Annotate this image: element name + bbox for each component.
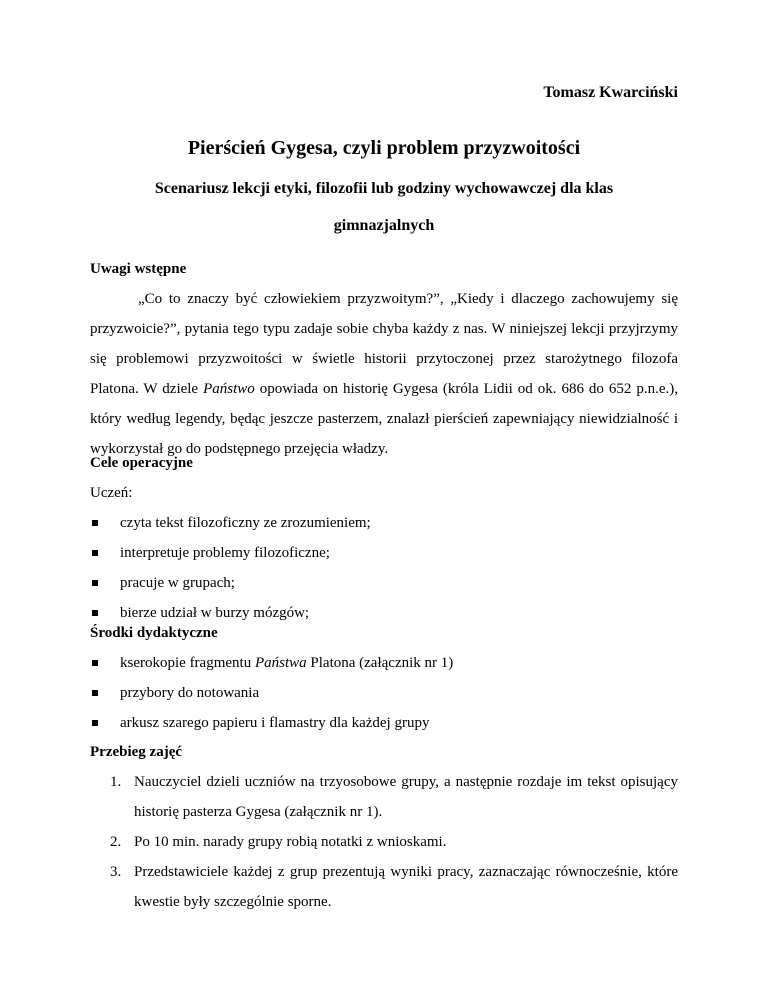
goals-section bbox=[90, 452, 678, 628]
document-title: Pierścień Gygesa, czyli problem przyzwoitości bbox=[187, 137, 581, 159]
means-item-1-part-1: kserokopie fragmentu bbox=[120, 655, 255, 671]
bullet-square-icon bbox=[92, 580, 98, 586]
subtitle-line-1: Scenariusz lekcji etyki, filozofii lub godziny wychowawczej dla klas bbox=[154, 180, 614, 197]
course-heading: Przebieg zajęć bbox=[90, 744, 183, 760]
intro-section bbox=[90, 258, 678, 464]
list-item bbox=[90, 538, 678, 568]
course-section bbox=[90, 741, 678, 917]
goals-lead: Uczeń: bbox=[90, 485, 133, 501]
step-text: Nauczyciel dzieli uczniów na trzyosobowe grupy, a następnie rozdaje im tekst opisujący historię pasterza Gygesa (załącznik nr 1). bbox=[134, 774, 678, 820]
list-item bbox=[90, 708, 678, 738]
step-number: 1. bbox=[110, 774, 122, 790]
intro-text-part-1: „Co to znaczy być człowiekiem przyzwoitym?”, „Kiedy i dlaczego zachowujemy się przyzwoicie?”, pytania tego typu zadaje sobie chyba każdy z nas. W niniejszej lekcji przyjrzymy się problemowi przyzwoitości w świetle historii przytoczonej przez starożytnego filozofa Platona. W dziele bbox=[90, 291, 678, 397]
list-item-text: czyta tekst filozoficzny ze zrozumieniem; bbox=[120, 515, 371, 531]
list-item-text: przybory do notowania bbox=[120, 685, 260, 701]
list-item bbox=[110, 767, 678, 827]
step-text: Po 10 min. narady grupy robią notatki z wnioskami. bbox=[134, 834, 447, 850]
bullet-square-icon bbox=[92, 550, 98, 556]
means-item-1-part-2: Platona (załącznik nr 1) bbox=[306, 655, 454, 671]
bullet-square-icon bbox=[92, 660, 98, 666]
list-item-text: arkusz szarego papieru i flamastry dla każdej grupy bbox=[120, 715, 430, 731]
intro-text-italic: Państwo bbox=[203, 381, 255, 397]
intro-heading: Uwagi wstępne bbox=[90, 261, 187, 277]
course-steps-list bbox=[90, 767, 678, 917]
author-name: Tomasz Kwarciński bbox=[543, 84, 678, 101]
means-list bbox=[90, 648, 678, 738]
list-item bbox=[90, 648, 678, 678]
list-item-text: pracuje w grupach; bbox=[120, 575, 235, 591]
document-subtitle bbox=[110, 170, 658, 244]
bullet-square-icon bbox=[92, 520, 98, 526]
list-item bbox=[90, 678, 678, 708]
step-number: 3. bbox=[110, 864, 122, 880]
step-number: 2. bbox=[110, 834, 122, 850]
means-heading: Środki dydaktyczne bbox=[90, 625, 218, 641]
list-item bbox=[110, 827, 678, 857]
means-item-1-italic: Państwa bbox=[254, 655, 307, 671]
step-text: Przedstawiciele każdej z grup prezentują wyniki pracy, zaznaczając równocześnie, które kwestie były szczególnie sporne. bbox=[134, 864, 678, 910]
subtitle-line-2: gimnazjalnych bbox=[333, 217, 435, 234]
list-item-text: interpretuje problemy filozoficzne; bbox=[120, 545, 330, 561]
list-item bbox=[110, 857, 678, 917]
intro-paragraph bbox=[90, 284, 678, 464]
bullet-square-icon bbox=[92, 610, 98, 616]
intro-text-part-2: opowiada on historię Gygesa (króla Lidii od ok. 686 do 652 p.n.e.), który według legendy, będąc jeszcze pasterzem, znalazł pierścień zapewniający niewidzialność i wykorzystał go do podstępnego przejęcia władzy. bbox=[90, 381, 678, 457]
goals-heading: Cele operacyjne bbox=[90, 455, 193, 471]
bullet-square-icon bbox=[92, 720, 98, 726]
goals-list bbox=[90, 508, 678, 628]
list-item-text: bierze udział w burzy mózgów; bbox=[120, 605, 310, 621]
list-item bbox=[90, 508, 678, 538]
bullet-square-icon bbox=[92, 690, 98, 696]
list-item bbox=[90, 568, 678, 598]
means-section bbox=[90, 622, 678, 738]
